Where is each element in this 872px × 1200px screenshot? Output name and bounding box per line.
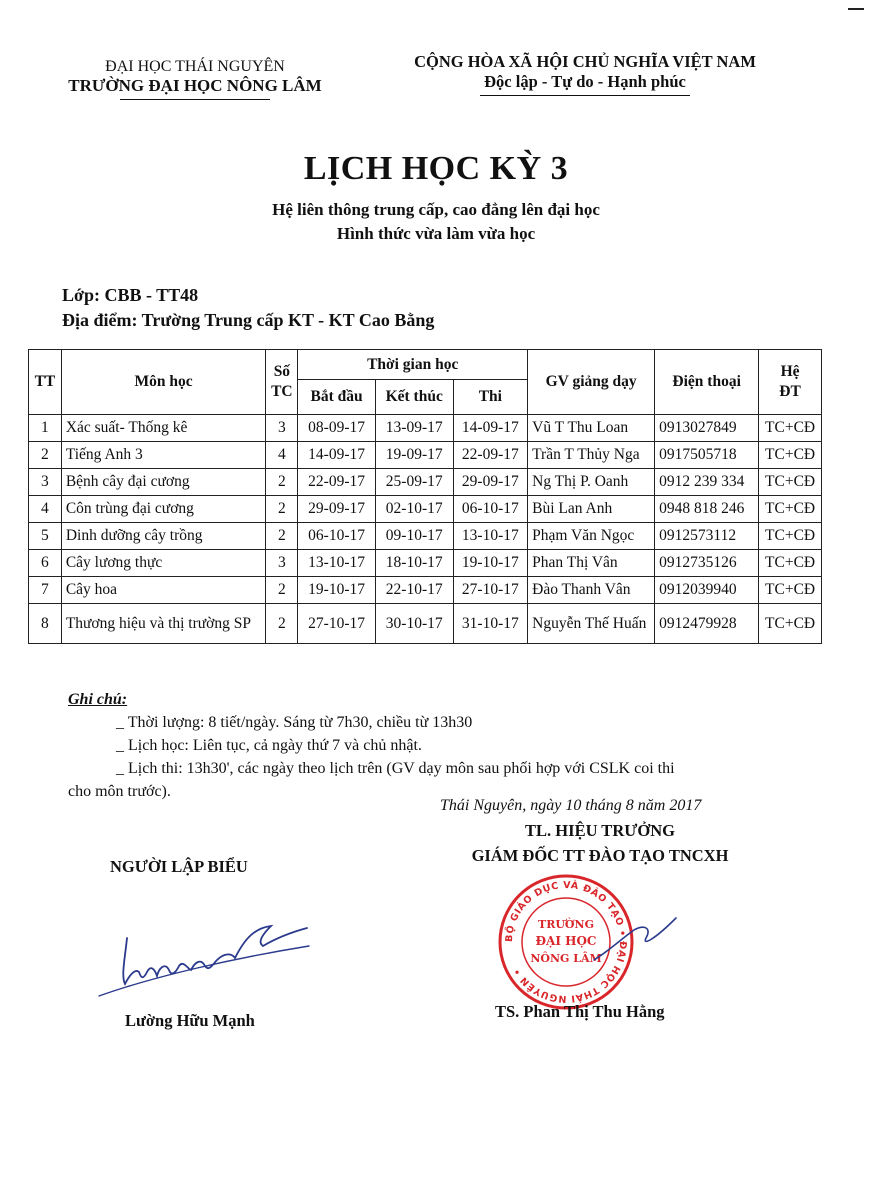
row-phone: 0913027849 — [655, 415, 759, 442]
row-teacher: Bùi Lan Anh — [528, 496, 655, 523]
row-type: TC+CĐ — [759, 496, 822, 523]
header-credits-bottom: TC — [271, 383, 293, 400]
row-type: TC+CĐ — [759, 442, 822, 469]
header-exam: Thi — [453, 380, 528, 415]
class-line: Lớp: CBB - TT48 — [62, 285, 199, 305]
row-credits: 2 — [266, 604, 298, 644]
row-credits: 2 — [266, 496, 298, 523]
signature-stroke — [594, 918, 676, 960]
row-type: TC+CĐ — [759, 604, 822, 644]
row-subject: Cây hoa — [61, 577, 266, 604]
header-end: Kết thúc — [375, 380, 453, 415]
table-row — [29, 442, 822, 469]
stamp-outer-text: BỘ GIÁO DỤC VÀ ĐÀO TẠO • ĐẠI HỌC THÁI NGUYÊN • — [503, 879, 629, 1005]
row-end: 02-10-17 — [375, 496, 453, 523]
notes — [68, 688, 808, 803]
note-item: _ Lịch học: Liên tục, cả ngày thứ 7 và chủ nhật. — [116, 737, 422, 754]
row-end: 19-09-17 — [375, 442, 453, 469]
row-start: 27-10-17 — [298, 604, 376, 644]
header-phone: Điện thoại — [655, 350, 759, 415]
row-start: 08-09-17 — [298, 415, 376, 442]
subtitle-format: Hình thức vừa làm vừa học — [336, 224, 536, 243]
table-row — [29, 415, 822, 442]
row-start: 29-09-17 — [298, 496, 376, 523]
preparer-name: Lường Hữu Mạnh — [125, 1011, 255, 1030]
header-right — [380, 52, 790, 96]
corner-mark — [848, 8, 864, 10]
row-end: 30-10-17 — [375, 604, 453, 644]
row-tt: 4 — [29, 496, 62, 523]
row-type: TC+CĐ — [759, 577, 822, 604]
signing-role-1: TL. HIỆU TRƯỞNG — [525, 821, 675, 840]
row-end: 22-10-17 — [375, 577, 453, 604]
row-credits: 2 — [266, 469, 298, 496]
row-phone: 0912039940 — [655, 577, 759, 604]
row-exam: 29-09-17 — [453, 469, 528, 496]
row-exam: 27-10-17 — [453, 577, 528, 604]
row-type: TC+CĐ — [759, 523, 822, 550]
header-teacher: GV giảng dạy — [528, 350, 655, 415]
signing-role-2: GIÁM ĐỐC TT ĐÀO TẠO TNCXH — [471, 846, 729, 865]
university-name: ĐẠI HỌC THÁI NGUYÊN — [105, 58, 285, 75]
row-end: 25-09-17 — [375, 469, 453, 496]
notes-title: Ghi chú: — [68, 691, 128, 708]
row-credits: 2 — [266, 523, 298, 550]
table-row — [29, 523, 822, 550]
row-subject: Tiếng Anh 3 — [61, 442, 266, 469]
row-tt: 2 — [29, 442, 62, 469]
row-phone: 0917505718 — [655, 442, 759, 469]
row-tt: 6 — [29, 550, 62, 577]
row-start: 19-10-17 — [298, 577, 376, 604]
header-left — [30, 58, 360, 100]
table-row — [29, 577, 822, 604]
row-phone: 0948 818 246 — [655, 496, 759, 523]
stamp-line-3: NÔNG LÂM — [530, 952, 602, 965]
row-credits: 3 — [266, 550, 298, 577]
row-credits: 3 — [266, 415, 298, 442]
row-subject: Bệnh cây đại cương — [61, 469, 266, 496]
stamp-line-2: ĐẠI HỌC — [535, 934, 597, 948]
document-title: LỊCH HỌC KỲ 3 — [303, 150, 569, 187]
row-tt: 3 — [29, 469, 62, 496]
row-phone: 0912 239 334 — [655, 469, 759, 496]
header-subject: Môn học — [61, 350, 266, 415]
motto: Độc lập - Tự do - Hạnh phúc — [484, 72, 686, 91]
director-signature — [590, 910, 680, 970]
preparer-signature — [95, 898, 325, 1008]
row-end: 09-10-17 — [375, 523, 453, 550]
row-teacher: Phạm Văn Ngọc — [528, 523, 655, 550]
header-right-underline — [480, 95, 690, 96]
row-teacher: Nguyễn Thế Huấn — [528, 604, 655, 644]
row-teacher: Ng Thị P. Oanh — [528, 469, 655, 496]
country-name: CỘNG HÒA XÃ HỘI CHỦ NGHĨA VIỆT NAM — [414, 52, 756, 71]
table-row — [29, 550, 822, 577]
row-tt: 5 — [29, 523, 62, 550]
note-item: _ Lịch thi: 13h30', các ngày theo lịch trên (GV dạy môn sau phối hợp với CSLK coi thi — [116, 760, 675, 777]
row-tt: 8 — [29, 604, 62, 644]
row-type: TC+CĐ — [759, 550, 822, 577]
schedule-table — [28, 349, 822, 644]
row-teacher: Vũ T Thu Loan — [528, 415, 655, 442]
row-subject: Cây lương thực — [61, 550, 266, 577]
header-credits-top: Số — [273, 363, 291, 380]
row-phone: 0912735126 — [655, 550, 759, 577]
stamp-line-1: TRƯỜNG — [538, 918, 594, 931]
row-phone: 0912573112 — [655, 523, 759, 550]
row-credits: 4 — [266, 442, 298, 469]
row-type: TC+CĐ — [759, 469, 822, 496]
location-line: Địa điểm: Trường Trung cấp KT - KT Cao Bằng — [62, 310, 435, 330]
row-exam: 22-09-17 — [453, 442, 528, 469]
row-end: 18-10-17 — [375, 550, 453, 577]
row-tt: 7 — [29, 577, 62, 604]
row-credits: 2 — [266, 577, 298, 604]
header-type — [759, 350, 822, 415]
table-row — [29, 469, 822, 496]
row-tt: 1 — [29, 415, 62, 442]
note-item: _ Thời lượng: 8 tiết/ngày. Sáng từ 7h30, chiều từ 13h30 — [116, 714, 473, 731]
row-start: 13-10-17 — [298, 550, 376, 577]
header-tt: TT — [29, 350, 62, 415]
school-name: TRƯỜNG ĐẠI HỌC NÔNG LÂM — [68, 76, 322, 95]
row-exam: 31-10-17 — [453, 604, 528, 644]
row-subject: Thương hiệu và thị trường SP — [61, 604, 266, 644]
row-end: 13-09-17 — [375, 415, 453, 442]
row-teacher: Trần T Thủy Nga — [528, 442, 655, 469]
row-teacher: Phan Thị Vân — [528, 550, 655, 577]
row-exam: 06-10-17 — [453, 496, 528, 523]
row-start: 22-09-17 — [298, 469, 376, 496]
table-row — [29, 604, 822, 644]
row-phone: 0912479928 — [655, 604, 759, 644]
director-name: TS. Phan Thị Thu Hằng — [495, 1002, 665, 1021]
row-start: 14-09-17 — [298, 442, 376, 469]
header-type-top: Hệ — [780, 363, 800, 380]
preparer-title: NGƯỜI LẬP BIỂU — [110, 857, 248, 876]
header-type-bottom: ĐT — [779, 383, 801, 400]
signature-underline-stroke — [99, 946, 309, 996]
row-exam: 13-10-17 — [453, 523, 528, 550]
signature-stroke — [123, 926, 307, 984]
row-exam: 14-09-17 — [453, 415, 528, 442]
note-continuation: cho môn trước). — [68, 783, 171, 800]
place-date: Thái Nguyên, ngày 10 tháng 8 năm 2017 — [440, 797, 702, 814]
row-start: 06-10-17 — [298, 523, 376, 550]
header-start: Bắt đầu — [298, 380, 376, 415]
row-subject: Côn trùng đại cương — [61, 496, 266, 523]
header-left-underline — [120, 99, 270, 100]
subtitle-program: Hệ liên thông trung cấp, cao đẳng lên đại học — [272, 200, 600, 219]
header-credits — [266, 350, 298, 415]
header-time-group: Thời gian học — [298, 350, 528, 380]
row-type: TC+CĐ — [759, 415, 822, 442]
row-exam: 19-10-17 — [453, 550, 528, 577]
row-teacher: Đào Thanh Vân — [528, 577, 655, 604]
table-row — [29, 496, 822, 523]
row-subject: Dinh dưỡng cây trồng — [61, 523, 266, 550]
row-subject: Xác suất- Thống kê — [61, 415, 266, 442]
